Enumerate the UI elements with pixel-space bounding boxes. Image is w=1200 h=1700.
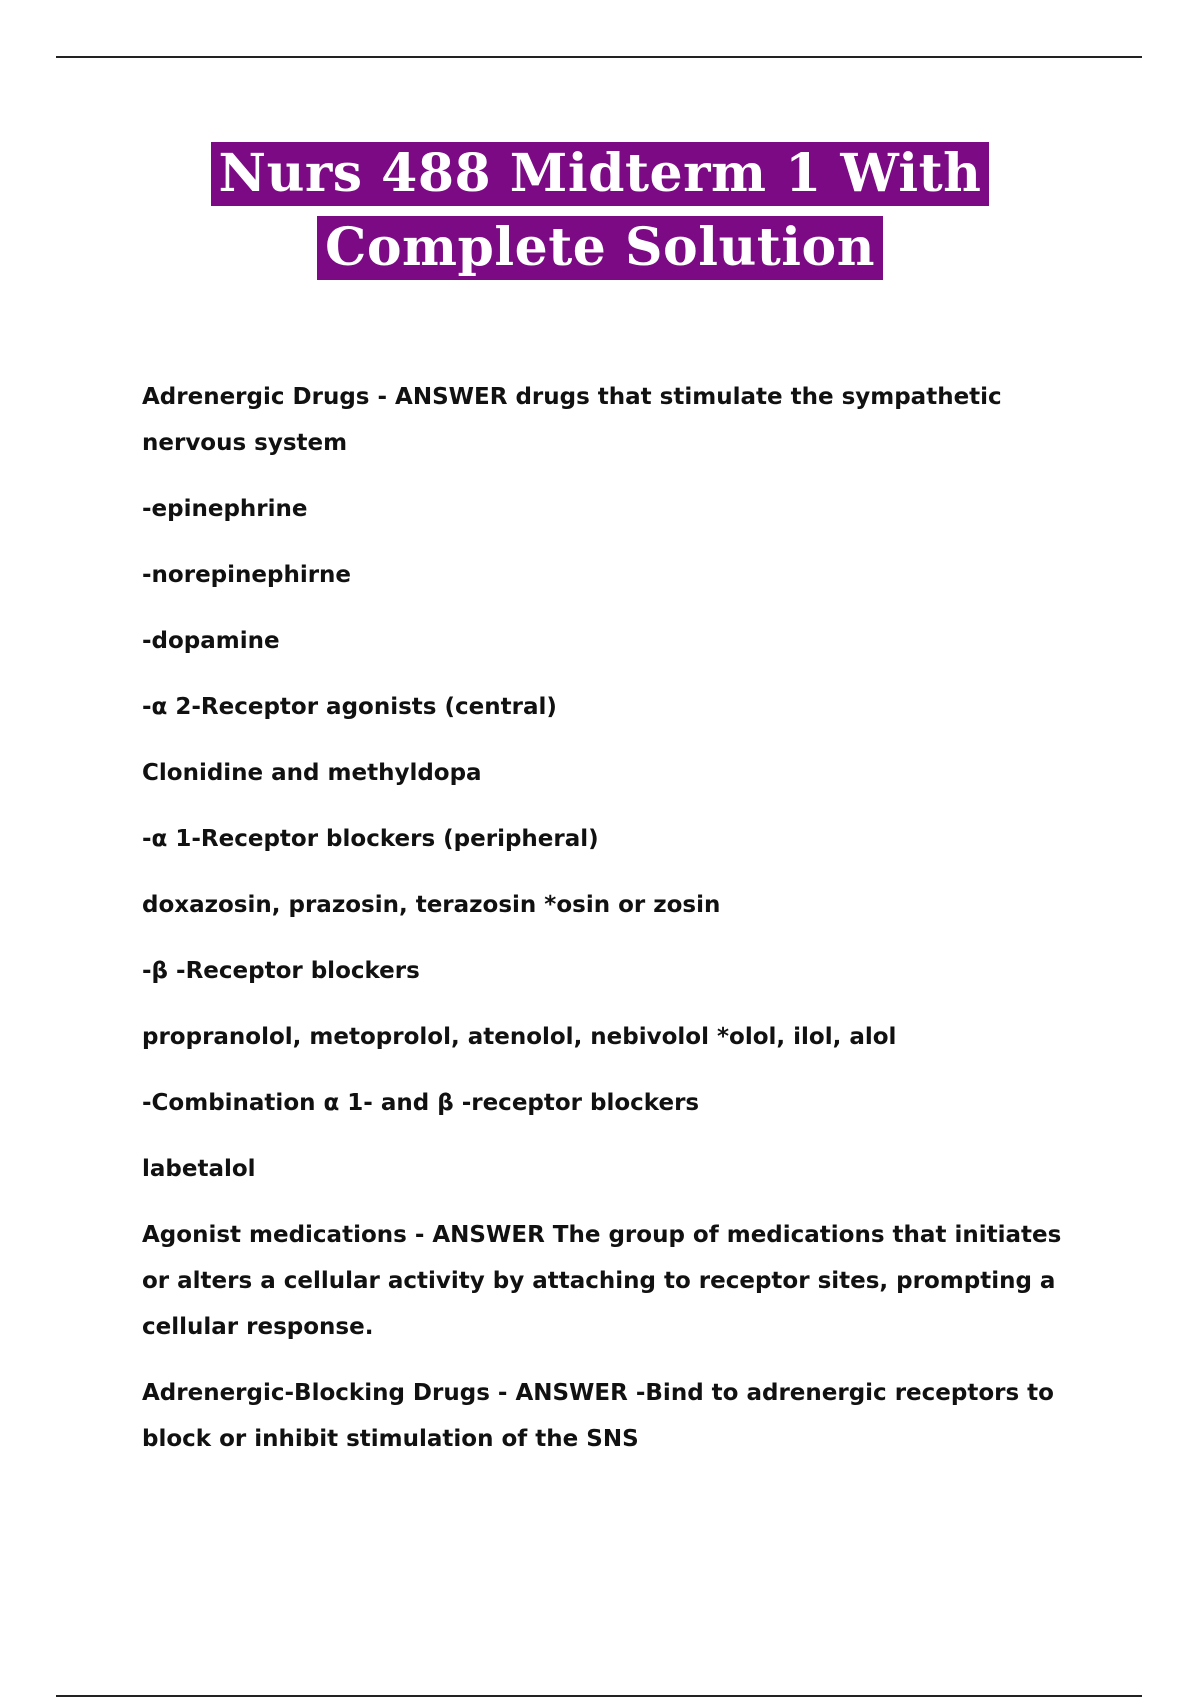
title-line-1: Nurs 488 Midterm 1 With <box>211 142 990 206</box>
list-item: -α 2-Receptor agonists (central) <box>142 694 557 720</box>
list-item: -epinephrine <box>142 496 308 522</box>
list-item: Clonidine and methyldopa <box>142 760 482 786</box>
footer-rule <box>56 1695 1142 1697</box>
list-item: -α 1-Receptor blockers (peripheral) <box>142 826 599 852</box>
document-title <box>0 142 1200 290</box>
paragraph-adrenergic-blocking-drugs: Adrenergic-Blocking Drugs - ANSWER -Bind to adrenergic receptors to block or inhibit stimulation of the SNS <box>142 1380 1054 1452</box>
list-item: propranolol, metoprolol, atenolol, nebivolol *olol, ilol, alol <box>142 1024 897 1050</box>
paragraph-adrenergic-drugs: Adrenergic Drugs - ANSWER drugs that stimulate the sympathetic nervous system <box>142 384 1002 456</box>
list-item: -norepinephirne <box>142 562 352 588</box>
list-item: -β -Receptor blockers <box>142 958 420 984</box>
list-item: doxazosin, prazosin, terazosin *osin or zosin <box>142 892 721 918</box>
title-line-2: Complete Solution <box>317 216 883 280</box>
list-item: -dopamine <box>142 628 280 654</box>
document-body <box>142 374 1092 1482</box>
paragraph-agonist-medications: Agonist medications - ANSWER The group of medications that initiates or alters a cellular activity by attaching to receptor sites, prompting a cellular response. <box>142 1222 1062 1340</box>
header-rule <box>56 56 1142 58</box>
list-item: labetalol <box>142 1156 256 1182</box>
list-item: -Combination α 1- and β -receptor blockers <box>142 1090 700 1116</box>
